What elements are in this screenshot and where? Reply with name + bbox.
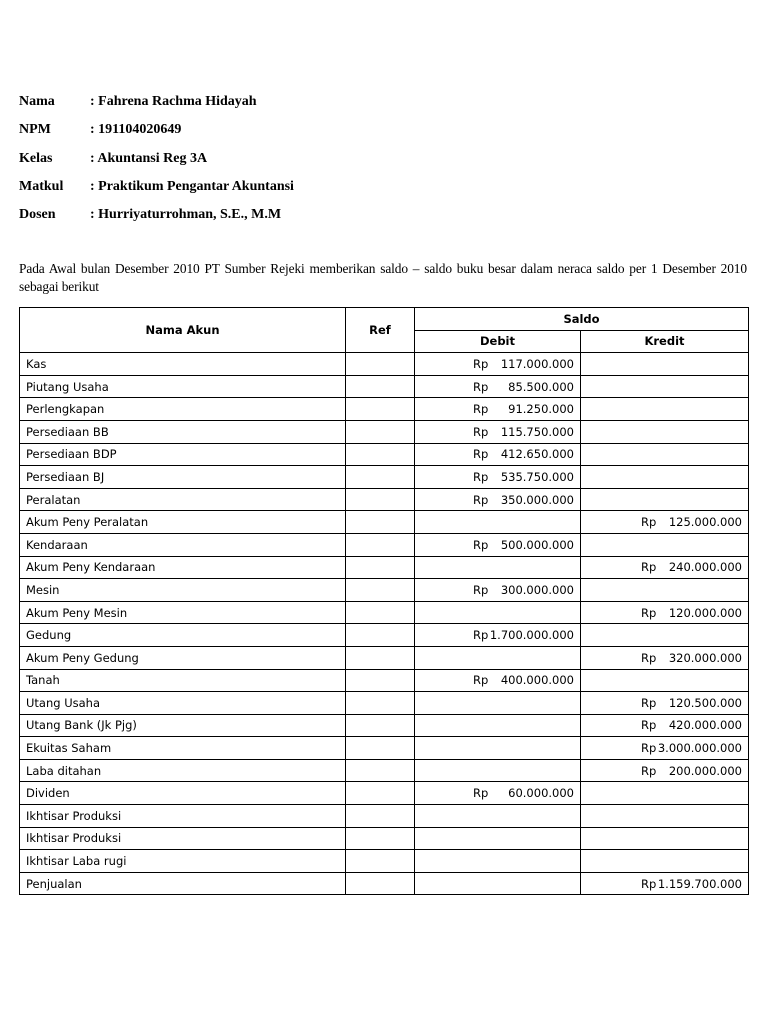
header-debit: Debit <box>415 330 581 353</box>
currency-label: Rp <box>641 876 657 891</box>
currency-label: Rp <box>641 605 657 620</box>
kredit-cell <box>581 646 749 669</box>
info-value: : Hurriyaturrohman, S.E., M.M <box>90 207 282 223</box>
account-name: Penjualan <box>20 872 346 895</box>
kredit-amount: 120.000.000 <box>668 605 742 620</box>
currency-label: Rp <box>641 650 657 665</box>
account-ref <box>346 759 415 782</box>
currency-label: Rp <box>473 402 489 417</box>
table-row <box>20 556 749 579</box>
kredit-cell <box>581 353 749 376</box>
currency-label: Rp <box>473 424 489 439</box>
account-name: Ikhtisar Produksi <box>20 827 346 850</box>
header-kredit: Kredit <box>581 330 749 353</box>
account-ref <box>346 850 415 873</box>
account-ref <box>346 737 415 760</box>
currency-label: Rp <box>473 356 489 371</box>
debit-amount: 412.650.000 <box>500 447 574 462</box>
kredit-cell <box>581 556 749 579</box>
kredit-cell <box>581 692 749 715</box>
currency-label: Rp <box>473 582 489 597</box>
kredit-cell <box>581 782 749 805</box>
kredit-cell <box>581 375 749 398</box>
kredit-cell <box>581 624 749 647</box>
info-row <box>19 116 294 144</box>
account-ref <box>346 872 415 895</box>
table-body <box>20 353 749 895</box>
kredit-amount: 125.000.000 <box>668 515 742 530</box>
debit-cell <box>415 692 581 715</box>
table-row <box>20 669 749 692</box>
table-row <box>20 714 749 737</box>
debit-cell <box>415 827 581 850</box>
account-ref <box>346 533 415 556</box>
info-row <box>19 173 294 201</box>
account-ref <box>346 669 415 692</box>
account-ref <box>346 692 415 715</box>
kredit-amount: 120.500.000 <box>668 695 742 710</box>
info-label: Matkul <box>19 179 64 195</box>
kredit-cell <box>581 805 749 828</box>
kredit-cell <box>581 850 749 873</box>
table-row <box>20 579 749 602</box>
debit-cell <box>415 533 581 556</box>
info-label: Kelas <box>19 150 53 166</box>
kredit-cell <box>581 533 749 556</box>
info-value: : 191104020649 <box>90 122 182 138</box>
account-name: Kendaraan <box>20 533 346 556</box>
kredit-cell <box>581 669 749 692</box>
info-value: : Akuntansi Reg 3A <box>90 150 208 166</box>
account-ref <box>346 398 415 421</box>
table-row <box>20 759 749 782</box>
account-ref <box>346 511 415 534</box>
account-ref <box>346 646 415 669</box>
debit-cell <box>415 511 581 534</box>
account-name: Gedung <box>20 624 346 647</box>
account-ref <box>346 443 415 466</box>
account-name: Perlengkapan <box>20 398 346 421</box>
kredit-cell <box>581 827 749 850</box>
debit-amount: 85.500.000 <box>508 379 574 394</box>
account-name: Piutang Usaha <box>20 375 346 398</box>
account-name: Tanah <box>20 669 346 692</box>
table-row <box>20 353 749 376</box>
debit-cell <box>415 353 581 376</box>
debit-cell <box>415 375 581 398</box>
debit-cell <box>415 669 581 692</box>
debit-cell <box>415 872 581 895</box>
debit-amount: 115.750.000 <box>500 424 574 439</box>
table-row <box>20 398 749 421</box>
debit-amount: 500.000.000 <box>500 537 574 552</box>
debit-cell <box>415 850 581 873</box>
table-row <box>20 511 749 534</box>
account-name: Akum Peny Gedung <box>20 646 346 669</box>
student-info <box>19 88 294 229</box>
account-ref <box>346 488 415 511</box>
currency-label: Rp <box>473 379 489 394</box>
account-name: Laba ditahan <box>20 759 346 782</box>
account-ref <box>346 782 415 805</box>
debit-cell <box>415 443 581 466</box>
debit-amount: 350.000.000 <box>500 492 574 507</box>
kredit-cell <box>581 511 749 534</box>
debit-cell <box>415 556 581 579</box>
currency-label: Rp <box>641 515 657 530</box>
debit-cell <box>415 646 581 669</box>
account-name: Peralatan <box>20 488 346 511</box>
debit-amount: 535.750.000 <box>500 469 574 484</box>
debit-cell <box>415 737 581 760</box>
debit-cell <box>415 579 581 602</box>
account-name: Persediaan BDP <box>20 443 346 466</box>
table-row <box>20 375 749 398</box>
kredit-cell <box>581 579 749 602</box>
kredit-cell <box>581 714 749 737</box>
kredit-cell <box>581 488 749 511</box>
table-row <box>20 872 749 895</box>
debit-cell <box>415 805 581 828</box>
currency-label: Rp <box>473 492 489 507</box>
currency-label: Rp <box>473 469 489 484</box>
debit-amount: 400.000.000 <box>500 673 574 688</box>
info-value: : Praktikum Pengantar Akuntansi <box>90 179 294 195</box>
table-row <box>20 466 749 489</box>
account-name: Mesin <box>20 579 346 602</box>
table-row <box>20 850 749 873</box>
table-row <box>20 624 749 647</box>
info-value: : Fahrena Rachma Hidayah <box>90 94 257 110</box>
account-name: Dividen <box>20 782 346 805</box>
debit-cell <box>415 488 581 511</box>
trial-balance-table <box>19 307 749 895</box>
kredit-amount: 420.000.000 <box>668 718 742 733</box>
debit-cell <box>415 420 581 443</box>
account-name: Utang Bank (Jk Pjg) <box>20 714 346 737</box>
kredit-amount: 1.159.700.000 <box>657 876 742 891</box>
table-row <box>20 601 749 624</box>
account-name: Ikhtisar Laba rugi <box>20 850 346 873</box>
account-ref <box>346 466 415 489</box>
currency-label: Rp <box>473 447 489 462</box>
table-row <box>20 737 749 760</box>
account-ref <box>346 714 415 737</box>
account-ref <box>346 827 415 850</box>
kredit-cell <box>581 398 749 421</box>
account-name: Akum Peny Mesin <box>20 601 346 624</box>
table-row <box>20 827 749 850</box>
account-name: Ikhtisar Produksi <box>20 805 346 828</box>
info-label: Nama <box>19 94 55 110</box>
debit-amount: 117.000.000 <box>500 356 574 371</box>
currency-label: Rp <box>473 628 489 643</box>
account-name: Akum Peny Peralatan <box>20 511 346 534</box>
account-ref <box>346 556 415 579</box>
account-ref <box>346 375 415 398</box>
debit-cell <box>415 601 581 624</box>
table-row <box>20 533 749 556</box>
account-name: Utang Usaha <box>20 692 346 715</box>
table-row <box>20 692 749 715</box>
debit-amount: 60.000.000 <box>508 786 574 801</box>
table-row <box>20 782 749 805</box>
info-row <box>19 201 294 229</box>
table-row <box>20 646 749 669</box>
debit-cell <box>415 759 581 782</box>
debit-cell <box>415 782 581 805</box>
account-ref <box>346 805 415 828</box>
kredit-cell <box>581 420 749 443</box>
account-ref <box>346 579 415 602</box>
header-ref: Ref <box>346 308 415 353</box>
info-label: NPM <box>19 122 51 138</box>
debit-amount: 91.250.000 <box>508 402 574 417</box>
currency-label: Rp <box>473 537 489 552</box>
account-ref <box>346 420 415 443</box>
debit-cell <box>415 466 581 489</box>
kredit-cell <box>581 466 749 489</box>
currency-label: Rp <box>641 741 657 756</box>
account-name: Persediaan BB <box>20 420 346 443</box>
currency-label: Rp <box>641 763 657 778</box>
kredit-cell <box>581 759 749 782</box>
table-row <box>20 805 749 828</box>
debit-amount: 300.000.000 <box>500 582 574 597</box>
currency-label: Rp <box>641 560 657 575</box>
kredit-cell <box>581 601 749 624</box>
currency-label: Rp <box>473 786 489 801</box>
kredit-amount: 240.000.000 <box>668 560 742 575</box>
kredit-cell <box>581 872 749 895</box>
header-nama-akun: Nama Akun <box>20 308 346 353</box>
account-name: Persediaan BJ <box>20 466 346 489</box>
header-saldo: Saldo <box>415 308 749 331</box>
info-row <box>19 145 294 173</box>
kredit-cell <box>581 443 749 466</box>
info-row <box>19 88 294 116</box>
account-name: Akum Peny Kendaraan <box>20 556 346 579</box>
kredit-amount: 320.000.000 <box>668 650 742 665</box>
info-label: Dosen <box>19 207 56 223</box>
currency-label: Rp <box>641 718 657 733</box>
account-name: Ekuitas Saham <box>20 737 346 760</box>
table-row <box>20 420 749 443</box>
kredit-cell <box>581 737 749 760</box>
debit-cell <box>415 624 581 647</box>
currency-label: Rp <box>641 695 657 710</box>
debit-cell <box>415 398 581 421</box>
debit-cell <box>415 714 581 737</box>
account-ref <box>346 353 415 376</box>
kredit-amount: 3.000.000.000 <box>657 741 742 756</box>
table-row <box>20 488 749 511</box>
intro-paragraph: Pada Awal bulan Desember 2010 PT Sumber Rejeki memberikan saldo – saldo buku besar dalam neraca saldo per 1 Desember 2010 sebagai berikut <box>19 261 747 294</box>
account-ref <box>346 601 415 624</box>
currency-label: Rp <box>473 673 489 688</box>
account-ref <box>346 624 415 647</box>
kredit-amount: 200.000.000 <box>668 763 742 778</box>
table-row <box>20 443 749 466</box>
debit-amount: 1.700.000.000 <box>489 628 574 643</box>
account-name: Kas <box>20 353 346 376</box>
